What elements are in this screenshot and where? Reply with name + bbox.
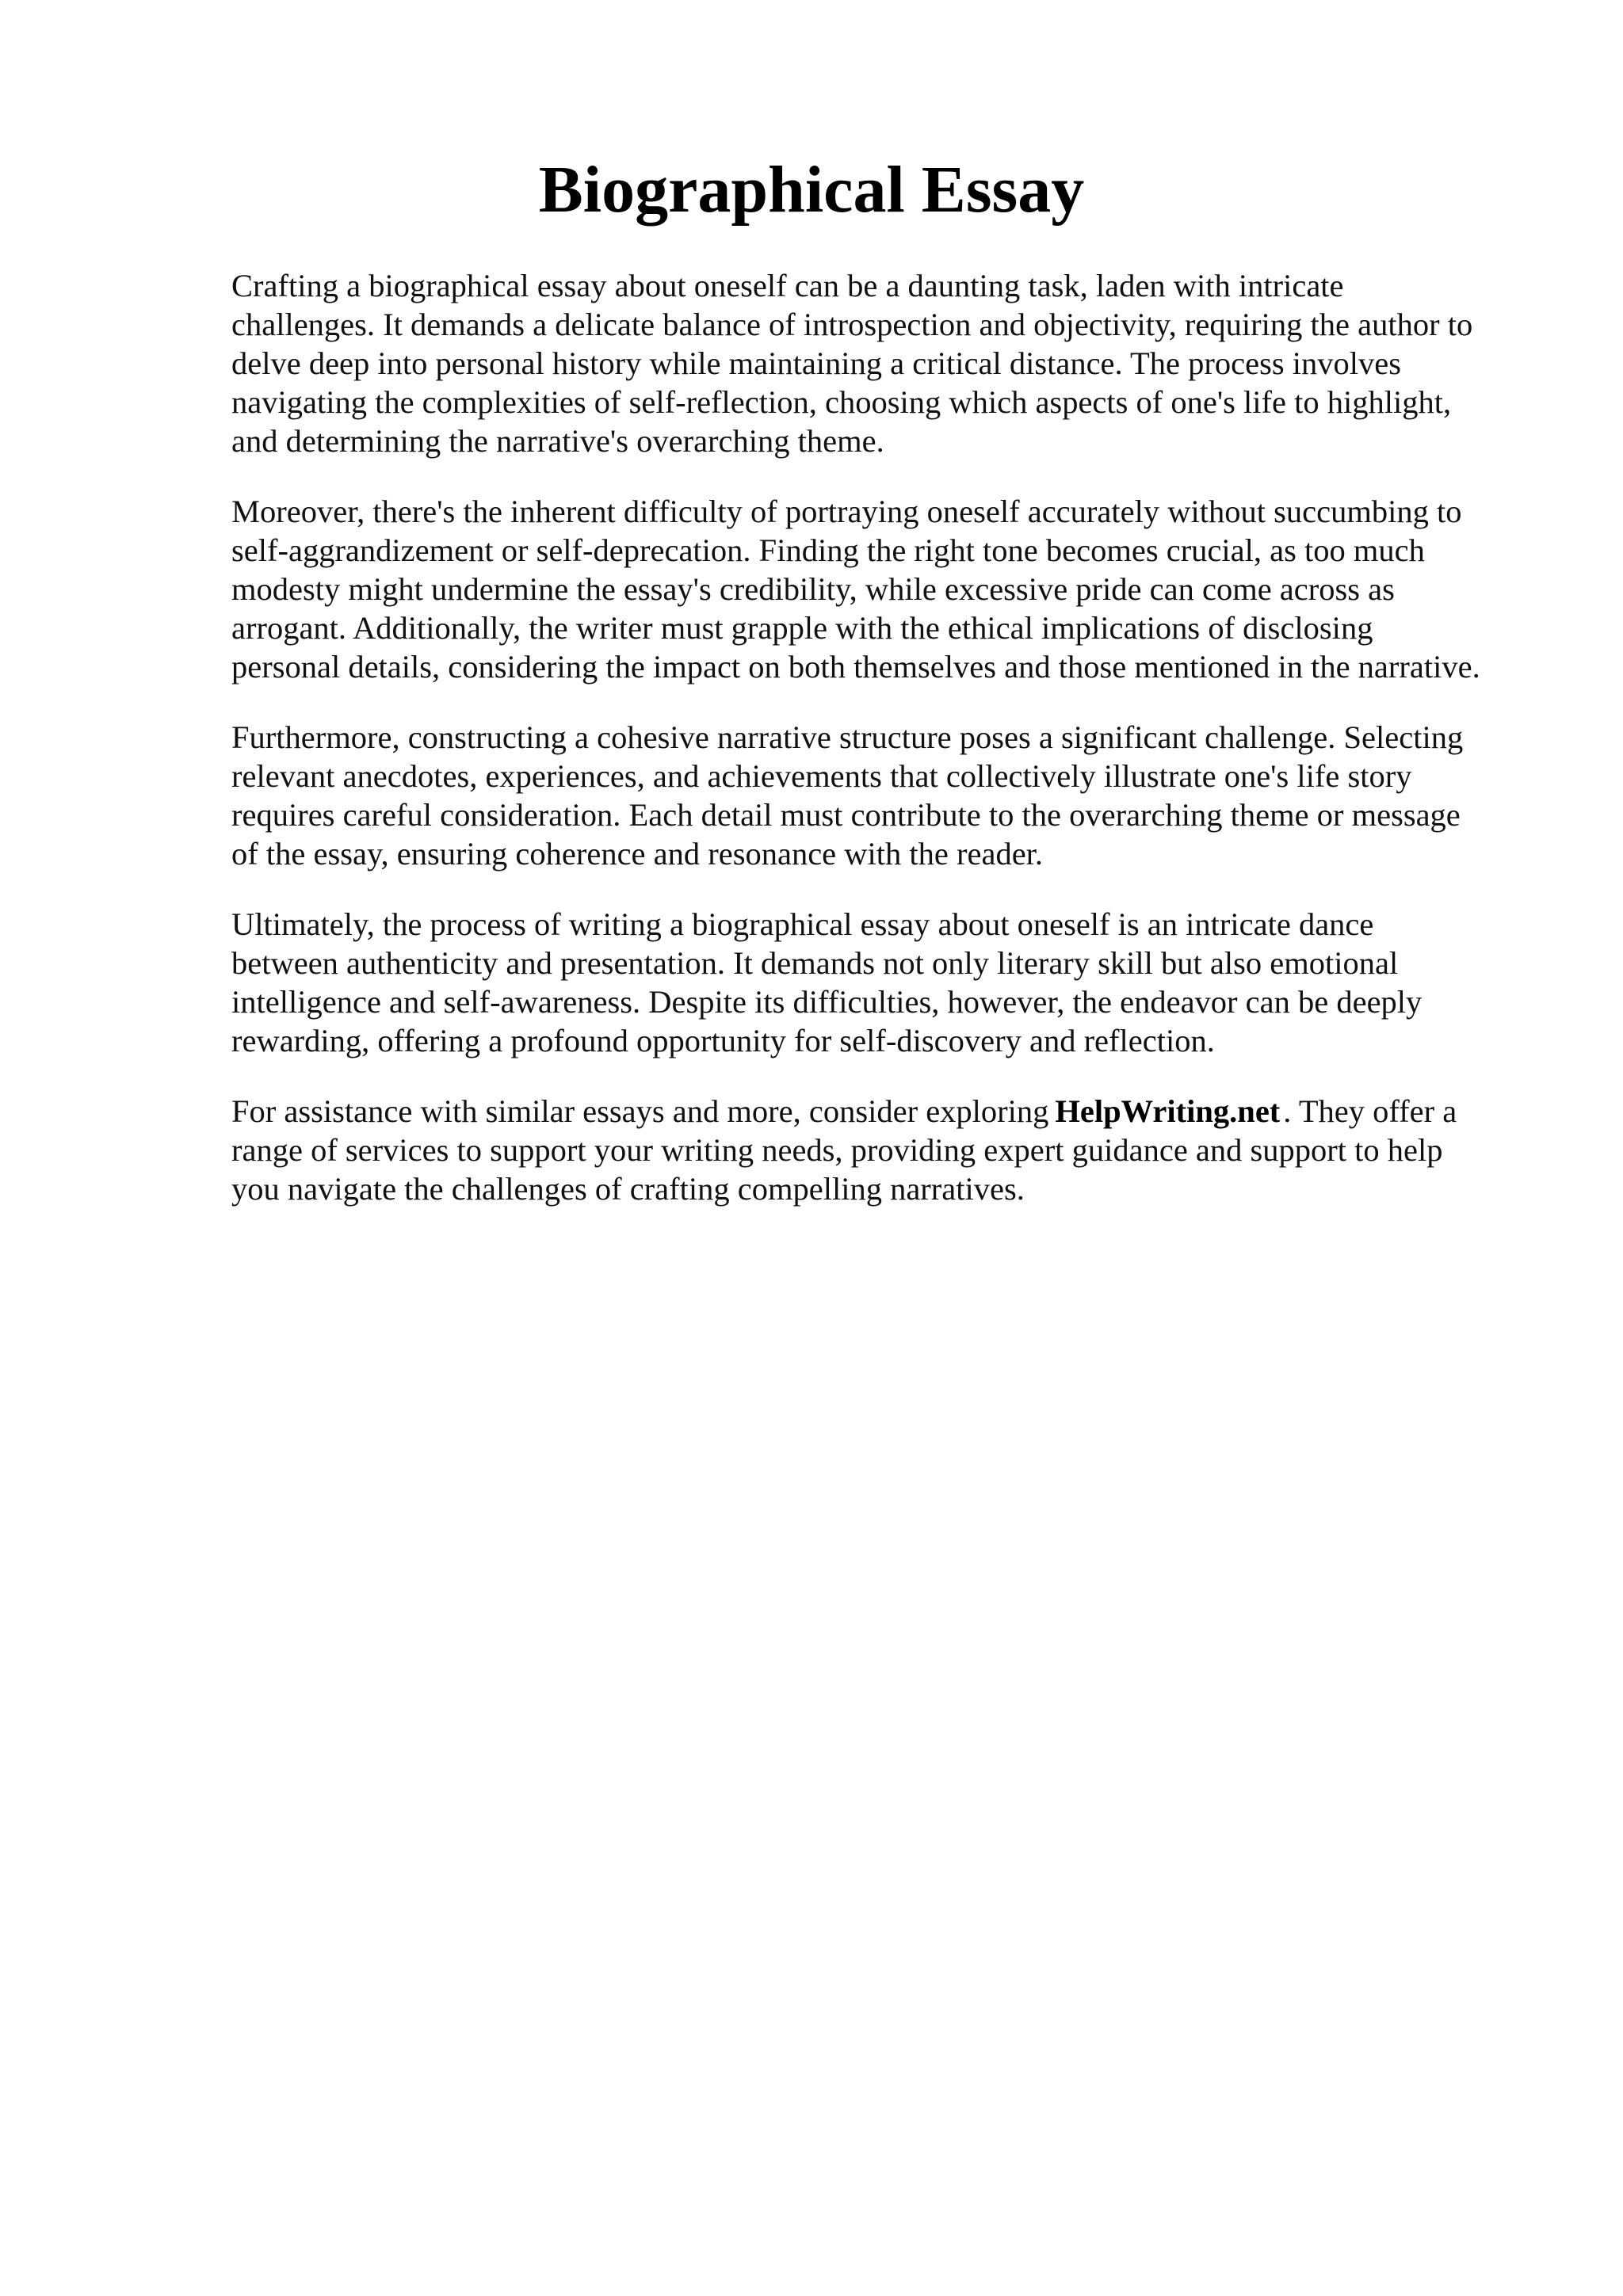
closing-text-before-link: For assistance with similar essays and more, consider exploring xyxy=(231,1093,1049,1129)
paragraph-line: self-aggrandizement or self-deprecation. Finding the right tone becomes crucial, as too much xyxy=(231,532,1425,568)
essay-body xyxy=(231,266,1531,1240)
paragraph-line: delve deep into personal history while maintaining a critical distance. The process involves xyxy=(231,345,1401,381)
paragraph-2 xyxy=(231,492,1531,686)
paragraph-line: challenges. It demands a delicate balance of introspection and objectivity, requiring the author to xyxy=(231,307,1473,342)
paragraph-line: of the essay, ensuring coherence and resonance with the reader. xyxy=(231,836,1044,871)
paragraph-line: you navigate the challenges of crafting compelling narratives. xyxy=(231,1171,1025,1207)
paragraph-line: range of services to support your writing needs, providing expert guidance and support to help xyxy=(231,1132,1443,1168)
page-title: Biographical Essay xyxy=(538,153,1085,227)
paragraph-line: intelligence and self-awareness. Despite its difficulties, however, the endeavor can be deeply xyxy=(231,984,1423,1020)
paragraph-line: modesty might undermine the essay's credibility, while excessive pride can come across as xyxy=(231,571,1395,607)
paragraph-line: navigating the complexities of self-reflection, choosing which aspects of one's life to highlight, xyxy=(231,384,1452,420)
paragraph-line: Moreover, there's the inherent difficulty of portraying oneself accurately without succumbing to xyxy=(231,494,1462,529)
paragraph-line: Furthermore, constructing a cohesive narrative structure poses a significant challenge. Selecting xyxy=(231,719,1464,755)
paragraph-line: rewarding, offering a profound opportunity for self-discovery and reflection. xyxy=(231,1023,1215,1058)
paragraph-line: between authenticity and presentation. It demands not only literary skill but also emotional xyxy=(231,945,1399,981)
paragraph-line xyxy=(231,1092,1531,1131)
paragraph-line: arrogant. Additionally, the writer must grapple with the ethical implications of disclosing xyxy=(231,610,1373,646)
paragraph-line: Ultimately, the process of writing a biographical essay about oneself is an intricate dance xyxy=(231,906,1374,942)
paragraph-line: Crafting a biographical essay about oneself can be a daunting task, laden with intricate xyxy=(231,268,1344,303)
closing-text-after-link: . They offer a xyxy=(1283,1093,1457,1129)
paragraph-3 xyxy=(231,718,1531,873)
paragraph-1 xyxy=(231,266,1531,460)
paragraph-line: personal details, considering the impact on both themselves and those mentioned in the narrative. xyxy=(231,649,1480,685)
paragraph-line: relevant anecdotes, experiences, and achievements that collectively illustrate one's life story xyxy=(231,758,1412,794)
helpwriting-link[interactable]: HelpWriting.net xyxy=(1055,1093,1281,1129)
closing-paragraph xyxy=(231,1092,1531,1208)
paragraph-4 xyxy=(231,905,1531,1060)
paragraph-line: requires careful consideration. Each detail must contribute to the overarching theme or message xyxy=(231,797,1461,833)
paragraph-line: and determining the narrative's overarching theme. xyxy=(231,423,884,459)
